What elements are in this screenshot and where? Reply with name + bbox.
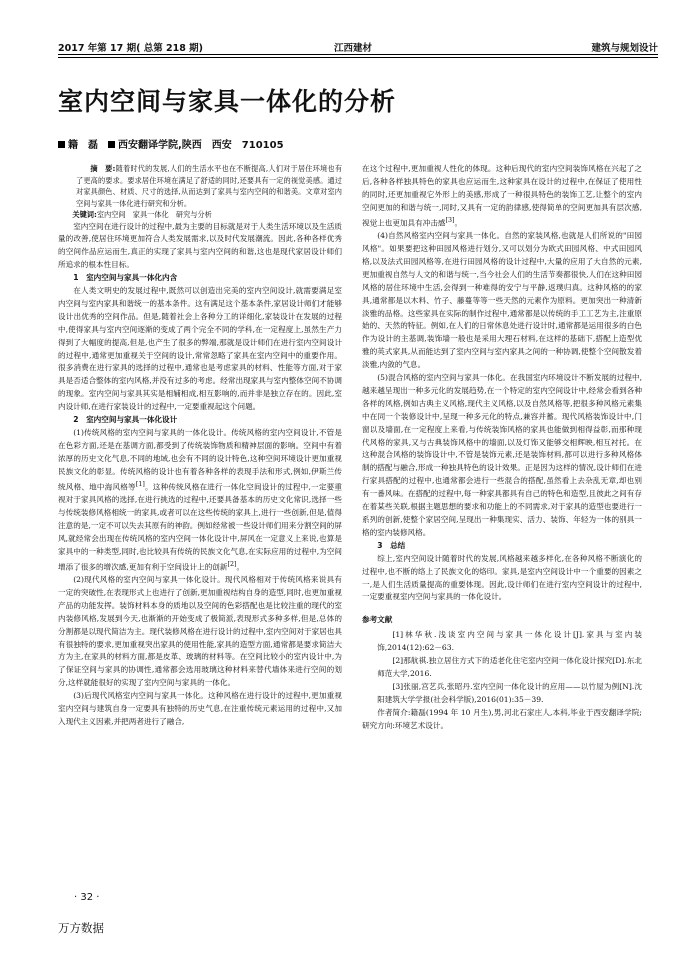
section-3-paragraph: 综上,室内空间设计随着时代的发展,风格越来越多样化,在各种风格不断演化的过程中,也不断的络上了民族文化的烙印。家具,是室内空间设计中一个重要的因素之一,是人们生活质量提高的重要体现。因此,设计师们在进行室内空间设计的过程中,一定要重视室内空间与家具的一体化设计。 <box>362 553 642 602</box>
text-run: 。这种传统风格在进行一体化空间设计的过程中,一定要重视对于家具风格的选择,在进行挑选的过程中,还要具备基本的历史文化常识,选择一些与传统装修风格相统一的家具,或者可以在这些传统的家具上,进行一些创新,但是,值得注意的是,一定不可以失去其原有的神韵。例如经常被一些设计师们用来分割空间的屏风,就经常会出现在传统风格的室内空间一体化设计中,屏风在一定意义上来说,也算是家具中的一种类型,同时,也比较具有传统的民族文化气息,在实际应用的过程中,为空间增添了很多的增次感,更加有利于空间设计上的创新 <box>58 482 342 572</box>
author-affiliation: 西安翻译学院,陕西 西安 710105 <box>118 140 284 151</box>
author-name: 籍 磊 <box>68 140 98 151</box>
author-bio: 作者简介:籍磊(1994 年 10 月生),男,河北石家庄人,本科,毕业于西安翻译学院;研究方向:环境艺术设计。 <box>362 707 642 730</box>
reference-item: [1]林华秋.浅谈室内空间与家具一体化设计[J].家具与室内装饰,2014(12):62－63. <box>377 630 642 653</box>
keywords <box>58 209 342 221</box>
abstract-label: 摘 要: <box>90 164 116 173</box>
section-2-heading: 2 室内空间与家具一体化设计 <box>73 415 178 425</box>
continued-paragraph <box>362 163 642 230</box>
header-section: 建筑与规划设计 <box>591 43 658 54</box>
section-3-heading: 3 总结 <box>377 540 406 550</box>
text-run: 在这个过程中,更加重视人性化的体现。这种后现代的室内空间装饰风格在兴起了之后,各种各样独具特色的家具也应运而生,这种家具在设计的过程中,在保证了使用性的同时,还更加重视它外形上的美感,形成了一种很具特色的装饰工艺,让整个的室内空间更加的和谐与统一,同时,又具有一定的韵律感,使得简单的空间更加具有层次感,视觉上也更加具有冲击感 <box>362 164 642 228</box>
section-2-paragraph-4: (4)自然风格室内空间与家具一体化。自然的家装风格,也就是人们所说的"田园风格"。如果要把这种田园风格进行划分,又可以划分为欧式田园风格、中式田园风格,以及法式田园风格等,在进行田园风格的设计过程中,大量的应用了大自然的元素,更加重视自然与人文的和谐与统一,当今社会人们的生活节奏都很快,人们在这种田园风格的居住环境中生活,会得到一种难得的安宁与平静,返璞归真。这种风格的的家具,通常都是以木料、竹子、藤蔓等等一些天然的元素作为原料。更加突出一种清新淡雅的品格。这些家具在实际的制作过程中,通常都是以传统的手工工艺为主,注重原始的、天然的特征。例如,在人们的日常休息处进行设计时,通常都是运用很多的白色作为设计的主基调,装饰墙一般也是采用大理石材料,在这样的基础下,搭配上造型优雅的英式家具,从而能达到了室内空间与室内家具之间的一种协调,使整个空间散发着淡雅,内敛的气息。 <box>362 231 642 370</box>
section-2-paragraph-3: (3)后现代风格室内空间与家具一体化。这种风格在进行设计的过程中,更加重视室内空间与建筑自身一定要具有独特的历史气息,在注重传统元素运用的过程中,又加入现代主义因素,并把两者进行了融合, <box>58 691 342 726</box>
citation-3: [3] <box>445 216 455 224</box>
header-rule-thin <box>58 57 658 58</box>
reference-item: [3]张丽,宫艺兵,张昭丹.室内空间一体化设计的应用——以竹屋为例[N].沈阳建筑大学学报(社会科学版),2016(01):35－39. <box>377 681 642 704</box>
page-number: · 32 · <box>74 892 100 903</box>
citation-2: [2] <box>227 560 237 568</box>
section-1-heading: 1 室内空间与家具一体化内含 <box>73 273 178 283</box>
citation-1: [1] <box>135 480 145 488</box>
text-run: 。 <box>454 218 463 228</box>
left-column <box>58 163 342 903</box>
intro-paragraph: 室内空间在进行设计的过程中,最为主要的目标就是对于人类生活环境以及生活质量的改善,使居住环境更加符合人类发展需求,以及时代发展潮流。因此,各种各样优秀的空间作品应运而生,真正的实现了家具与室内空间的和谐,这也是现代家居设计师们所追求的根本性目标。 <box>58 221 342 270</box>
section-2-paragraph-1 <box>58 427 342 574</box>
wanfang-logo-text: 万方数据 <box>58 921 104 935</box>
abstract-text: 随着时代的发展,人们的生活水平也在不断提高,人们对于居住环境也有了更高的要求。要求居住环境在满足了舒适的同时,还要具有一定的视觉美感。通过对家具颜色、材质、尺寸的选择,从而达到了家具与室内空间的和谐美。文章对室内空间与家具一体化进行研究和分析。 <box>76 164 342 208</box>
page-title: 室内空间与家具一体化的分析 <box>58 87 397 116</box>
abstract <box>58 163 342 209</box>
header-rule-thick <box>58 54 658 55</box>
square-bullet-icon <box>58 141 65 148</box>
references-heading: 参考文献 <box>362 615 393 625</box>
section-1-paragraph: 在人类文明史的发展过程中,既然可以创造出完美的室内空间设计,就需要满足室内空间与室内家具和谐统一的基本条件。这有满足这个基本条件,家居设计师们才能够设计出优秀的空间作品。但是,随着社会上各种分工的详细化,家装设计在发展的过程中,使得家具与室内空间逐渐的变成了两个完全不同的学科,在一定程度上,虽然生产力得到了大幅度的提高,但是,也产生了很多的弊端,那就是设计师们在进行室内空间设计的过程中,通常更加重视关于空间的设计,常常忽略了家具在室内空间中的重要作用。很多消费在进行家具的选择的过程中,通常也是考虑家具的材料、性能等方面,对于家具是否适合整体的室内风格,并没有过多的考虑。经常出现家具与室内整体空间不协调的现象。室内空间与家具其实是相辅相成,相互影响的,而并非是独立存在的。因此,室内设计师,在进行家装设计的过程中,一定要重视起这个问题。 <box>58 286 342 412</box>
text-run: 。 <box>236 562 245 572</box>
text-run: (1)传统风格的室内空间与家具的一体化设计。传统风格的室内空间设计,不管是在色彩方面,还是在基调方面,都受到了传统装饰物质和精神层面的影响。空间中有着浓厚的历史文化气息,不同的地域,也会有不同的设计特色,这种空间环境设计更加重视民族文化的彰显。传统风格的设计也有着各种各样的表现手法和形式,例如,伊斯兰传统风格、地中海风格等 <box>58 428 342 492</box>
keywords-text: 室内空间 家具一体化 研究与分析 <box>96 210 212 219</box>
keywords-label: 关键词: <box>72 210 97 219</box>
section-2-paragraph-5: (5)混合风格的室内空间与家具一体化。在我国室内环境设计不断发展的过程中,越来越呈现出一种多元化的发展趋势,在一个特定的室内空间设计中,经常会看到各种各样的风格,例如古典主义风格,现代主义风格,以及自然风格等,把很多种风格元素集中在同一个装修设计中,呈现一种多元化的特点,兼容并蓄。现代风格装饰设计中,门窗以及墙面,在一定程度上来看,与传统装饰风格的家具也能做到相得益彰,而那种现代风格的家具,又与古典装饰风格中的墙面,以及灯饰又能够交相辉映,相互衬托。在这种混合风格的装饰设计中,不管是装饰元素,还是装饰材料,都可以进行多种风格体制的搭配与融合,形成一种独具特色的设计效果。正是因为这样的情况,设计师们在进行家具搭配的过程中,也通常都会进行一些混合的搭配,虽然看上去杂乱无章,却也别有一番风味。在搭配的过程中,每一种家具都具有自己的特色和造型,且彼此之间有存在着某些关联,根据主题思想的要求和功能上的不同需求,对于家具的造型也要进行一系列的创新,使整个家居空间,呈现出一种集现实、活力、装饰、年轻为一体的别具一格的室内装修风格。 <box>362 373 642 537</box>
header-journal: 江西建材 <box>334 43 373 54</box>
header-issue: 2017 年第 17 期( 总第 218 期) <box>58 43 204 54</box>
reference-item: [2]那航祺.独立居住方式下的适老化住宅室内空间一体化设计探究[D].东北师范大学,2016. <box>377 656 642 678</box>
section-2-paragraph-2: (2)现代风格的室内空间与家具一体化设计。现代风格相对于传统风格来说具有一定的突破性,在表现形式上也进行了创新,更加重视结构自身的造型,同时,也更加重视产品的功能发挥。装饰材料本身的质地以及空间的色彩搭配也是比较注重的现代的室内装修风格,发展到今天,也渐渐的开始变成了极简派,表现形式多种多样,但是,总体的分割都是以现代简洁为主。现代装修风格在进行设计的过程中,室内空间对于家居也具有很独特的要求,更加重视突出家具的使用性能,家具的造型方面,通常都是要求简洁大方为主,在家具的材料方面,都是皮革、玻璃的材料等。在空间比较小的室内设计中,为了保证空间与家具的协调性,通常都会选用玻璃这种材料来替代墙体来进行空间的划分,这样就能很好的实现了室内空间与家具的一体化。 <box>58 575 342 688</box>
author-line <box>58 136 284 151</box>
square-bullet-icon <box>108 141 115 148</box>
right-column <box>362 163 642 913</box>
